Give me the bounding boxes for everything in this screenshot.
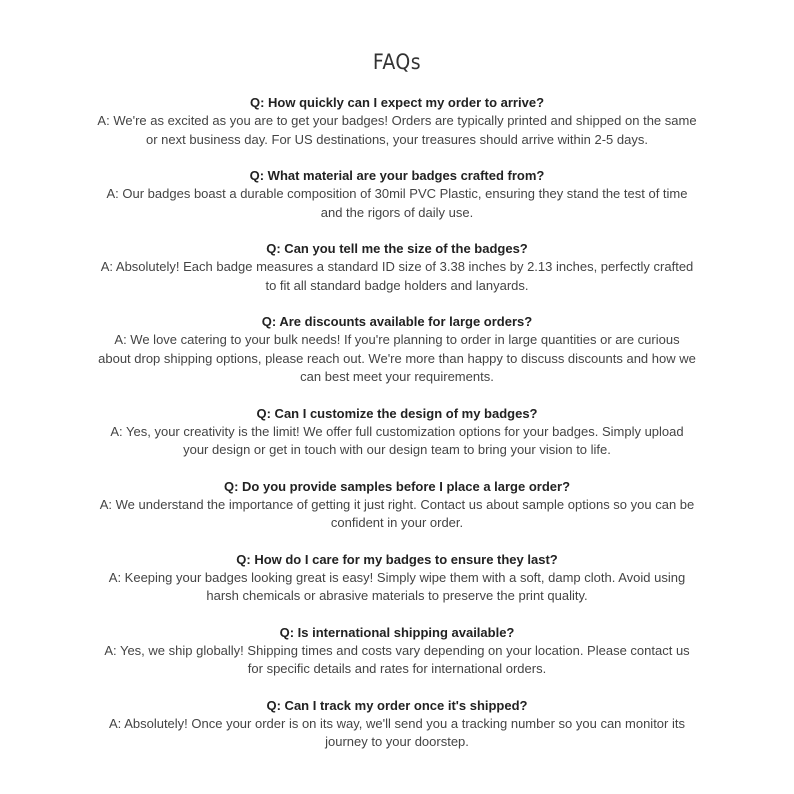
faq-item-tracking [97, 697, 697, 752]
faq-item-delivery-time [97, 94, 697, 149]
faq-answer: A: Yes, your creativity is the limit! We offer full customization options for your badges. Simply upload your design or get in touch with our design team to bring your vision to life. [110, 423, 684, 457]
faq-item-discounts [97, 313, 697, 387]
faq-item-customize [97, 405, 697, 460]
faq-item-material [97, 167, 697, 222]
faq-question: Q: How do I care for my badges to ensure they last? [236, 551, 558, 567]
faq-question: Q: What material are your badges crafted from? [249, 168, 545, 183]
faq-question: Q: Can you tell me the size of the badges? [266, 241, 528, 256]
faq-answer: A: We love catering to your bulk needs! If you're planning to order in large quantities or are curious about drop shipping options, please reach out. We're more than happy to discuss discounts and how we can best meet your requirements. [98, 332, 696, 384]
faq-question: Q: Are discounts available for large orders? [261, 314, 533, 329]
faq-list [97, 94, 697, 752]
faq-answer: A: We're as excited as you are to get your badges! Orders are typically printed and shipped on the same or next business day. For US destinations, your treasures should arrive within 2-5 days. [97, 113, 697, 147]
faq-question: Q: How quickly can I expect my order to arrive? [249, 95, 545, 110]
faq-question: Q: Is international shipping available? [279, 624, 515, 640]
faq-item-samples [97, 478, 697, 533]
faq-item-international [97, 624, 697, 679]
faq-item-size [97, 240, 697, 295]
faq-answer: A: Absolutely! Each badge measures a standard ID size of 3.38 inches by 2.13 inches, perfectly crafted to fit all standard badge holders and lanyards. [100, 259, 694, 293]
faq-answer: A: We understand the importance of getting it just right. Contact us about sample options so you can be confident in your order. [99, 496, 695, 530]
page-title: FAQs [372, 50, 422, 74]
faq-answer: A: Absolutely! Once your order is on its way, we'll send you a tracking number so you can monitor its journey to your doorstep. [109, 715, 685, 749]
faq-question: Q: Can I customize the design of my badges? [256, 405, 538, 421]
faq-question: Q: Do you provide samples before I place a large order? [223, 478, 571, 494]
faq-item-care [97, 551, 697, 606]
faq-answer: A: Yes, we ship globally! Shipping times and costs vary depending on your location. Please contact us for specific details and rates for international orders. [104, 642, 690, 676]
faq-question: Q: Can I track my order once it's shipped? [266, 697, 528, 713]
faq-answer: A: Our badges boast a durable composition of 30mil PVC Plastic, ensuring they stand the test of time and the rigors of daily use. [106, 186, 688, 220]
faq-answer: A: Keeping your badges looking great is easy! Simply wipe them with a soft, damp cloth. Avoid using harsh chemicals or abrasive materials to preserve the print quality. [108, 569, 686, 603]
